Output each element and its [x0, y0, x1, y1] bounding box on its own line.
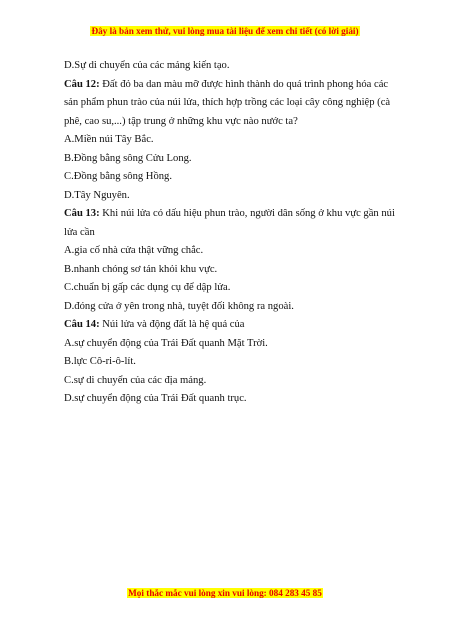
contact-notice-banner	[0, 587, 450, 599]
document-body	[64, 57, 414, 409]
option-a: A.gia cố nhà cửa thật vững chắc.	[64, 245, 204, 256]
contact-notice-text: Mọi thắc mắc vui lòng xin vui lòng: 084 283 45 85	[128, 588, 322, 598]
question-number: Câu 12:	[64, 78, 100, 90]
option-b: B.lực Cô-ri-ô-lít.	[64, 356, 136, 367]
question-13-line-2: lửa cần	[64, 226, 95, 238]
preview-notice-text: Đây là bản xem thử, vui lòng mua tài liệu để xem chi tiết (có lời giải)	[91, 26, 359, 36]
question-text: Đất đỏ ba dan màu mỡ được hình thành do quá trình phong hóa các	[99, 78, 389, 90]
preview-notice-banner	[0, 25, 450, 37]
option-c: C.sự di chuyển của các địa mảng.	[64, 374, 207, 386]
question-12-line-2: sản phẩm phun trào của núi lửa, thích hợp trồng các loại cây công nghiệp (cà	[64, 97, 391, 108]
question-14-line-1	[64, 316, 414, 335]
option-c: C.Đồng bằng sông Hồng.	[64, 171, 172, 182]
option-d: D.Tây Nguyên.	[64, 189, 130, 201]
option-b: B.Đồng bằng sông Cửu Long.	[64, 152, 192, 164]
option-a: A.Miền núi Tây Bắc.	[64, 134, 154, 145]
option-d: D.đóng cửa ở yên trong nhà, tuyệt đối không ra ngoài.	[64, 300, 294, 312]
question-number: Câu 13:	[64, 208, 100, 219]
question-text: Khi núi lửa có dấu hiệu phun trào, người dân sống ở khu vực gần núi	[99, 208, 395, 219]
question-13-line-1	[64, 205, 414, 224]
option-line: D.Sự di chuyển của các mảng kiến tạo.	[64, 60, 230, 71]
option-b: B.nhanh chóng sơ tán khỏi khu vực.	[64, 263, 218, 275]
question-12-line-3: phê, cao su,...) tập trung ở những khu vực nào nước ta?	[64, 115, 298, 127]
option-a: A.sự chuyển động của Trái Đất quanh Mặt Trời.	[64, 337, 268, 349]
question-number: Câu 14:	[64, 319, 100, 330]
option-d: D.sự chuyển động của Trái Đất quanh trục.	[64, 393, 247, 404]
option-c: C.chuẩn bị gấp các dụng cụ để dập lửa.	[64, 282, 231, 293]
question-text: Núi lửa và động đất là hệ quả của	[99, 319, 245, 330]
question-12-line-1	[64, 76, 414, 95]
